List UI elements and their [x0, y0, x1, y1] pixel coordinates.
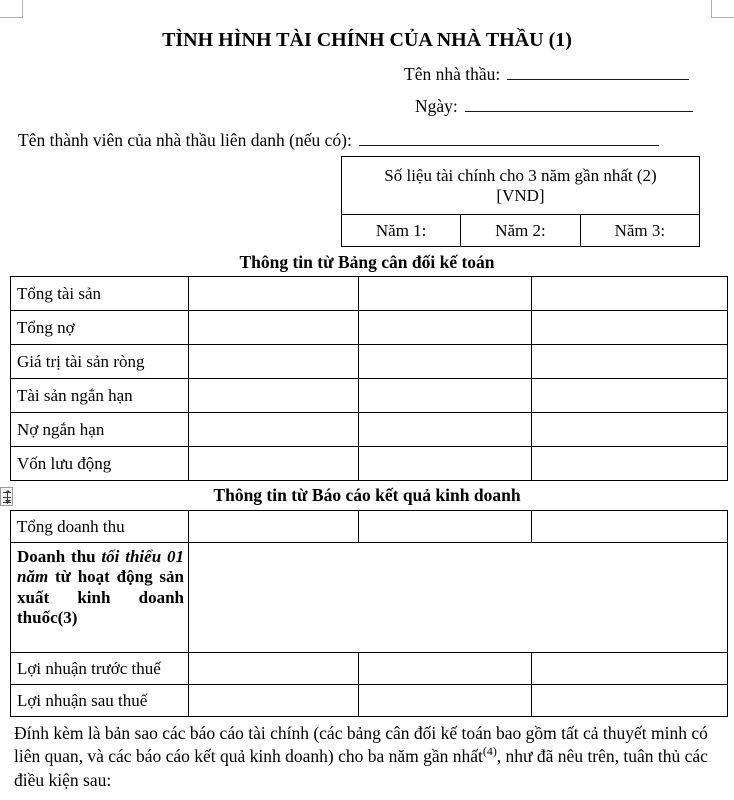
year-2-cell[interactable]: Năm 2: — [461, 215, 580, 247]
balance-row-year3-cell[interactable] — [532, 277, 728, 311]
balance-sheet-table — [10, 276, 728, 481]
year-1-cell[interactable]: Năm 1: — [342, 215, 461, 247]
year-header-title: Số liệu tài chính cho 3 năm gần nhất (2) — [384, 166, 657, 186]
table-row — [11, 511, 728, 543]
date-input[interactable] — [465, 96, 693, 112]
income-row-year1-cell[interactable] — [189, 511, 359, 543]
balance-row-year1-cell[interactable] — [189, 277, 359, 311]
min-revenue-row-label — [11, 543, 189, 653]
table-row — [11, 413, 728, 447]
year-3-cell[interactable]: Năm 3: — [580, 215, 699, 247]
balance-row-year1-cell[interactable] — [189, 447, 359, 481]
income-row-year3-cell[interactable] — [532, 685, 728, 717]
min-revenue-label-emphasis: tối thiểu 01 năm — [17, 547, 184, 587]
year-header-table — [341, 156, 700, 247]
bidder-name-label: Tên nhà thầu: — [404, 64, 501, 84]
balance-row-year1-cell[interactable] — [189, 345, 359, 379]
balance-row-year3-cell[interactable] — [532, 413, 728, 447]
table-row — [342, 157, 700, 215]
income-row-label: Lợi nhuận trước thuế — [11, 653, 189, 685]
balance-row-label: Tổng nợ — [11, 311, 189, 345]
bidder-name-field — [404, 64, 689, 85]
balance-row-label: Vốn lưu động — [11, 447, 189, 481]
income-row-label: Tổng doanh thu — [11, 511, 189, 543]
balance-row-year2-cell[interactable] — [359, 277, 532, 311]
closing-paragraph — [14, 722, 726, 792]
balance-row-label: Tổng tài sản — [11, 277, 189, 311]
balance-row-year3-cell[interactable] — [532, 447, 728, 481]
table-row — [11, 311, 728, 345]
income-row-year1-cell[interactable] — [189, 685, 359, 717]
balance-row-label: Tài sản ngắn hạn — [11, 379, 189, 413]
income-row-year1-cell[interactable] — [189, 653, 359, 685]
date-field — [415, 96, 693, 117]
min-revenue-label-part2: từ hoạt động sản xuất kinh doanh thuốc(3) — [17, 567, 184, 628]
balance-row-year3-cell[interactable] — [532, 379, 728, 413]
table-row — [342, 215, 700, 247]
table-row — [11, 277, 728, 311]
table-row — [11, 447, 728, 481]
closing-text-part2: , như đã nêu trên, tuân thủ các điều kiện sau: — [14, 746, 708, 790]
balance-row-year2-cell[interactable] — [359, 413, 532, 447]
income-row-year2-cell[interactable] — [359, 685, 532, 717]
balance-row-year1-cell[interactable] — [189, 311, 359, 345]
table-row — [11, 653, 728, 685]
balance-sheet-heading: Thông tin từ Bảng cân đối kế toán — [239, 252, 495, 272]
income-row-label: Lợi nhuận sau thuế — [11, 685, 189, 717]
balance-row-year2-cell[interactable] — [359, 311, 532, 345]
year-header-currency: [VND] — [496, 185, 545, 205]
income-row-year2-cell[interactable] — [359, 653, 532, 685]
page-corner-mark-top-left — [0, 0, 23, 18]
balance-row-year1-cell[interactable] — [189, 413, 359, 447]
partner-member-field — [18, 130, 659, 151]
min-revenue-merged-cell[interactable] — [189, 543, 728, 653]
table-row — [11, 345, 728, 379]
partner-member-input[interactable] — [359, 130, 659, 146]
page-corner-mark-top-right — [711, 0, 734, 18]
income-statement-table — [10, 510, 728, 717]
income-row-year3-cell[interactable] — [532, 511, 728, 543]
bidder-name-input[interactable] — [507, 64, 689, 80]
min-revenue-label-part1: Doanh thu — [17, 547, 102, 566]
page-title: TÌNH HÌNH TÀI CHÍNH CỦA NHÀ THẦU (1) — [162, 29, 572, 51]
balance-row-year3-cell[interactable] — [532, 311, 728, 345]
balance-row-year2-cell[interactable] — [359, 447, 532, 481]
closing-text-part1: Đính kèm là bản sao các báo cáo tài chính (các bảng cân đối kế toán bao gồm tất cả thuyết minh có liên quan, và các báo cáo kết quả kinh doanh) cho ba năm gần nhất — [14, 723, 708, 767]
balance-row-year2-cell[interactable] — [359, 345, 532, 379]
partner-member-label: Tên thành viên của nhà thầu liên danh (nếu có): — [18, 130, 352, 150]
table-row — [11, 685, 728, 717]
balance-row-label: Nợ ngắn hạn — [11, 413, 189, 447]
income-row-year3-cell[interactable] — [532, 653, 728, 685]
balance-row-label: Giá trị tài sản ròng — [11, 345, 189, 379]
date-label: Ngày: — [415, 96, 458, 116]
table-row — [11, 543, 728, 653]
closing-footnote-marker: (4) — [482, 744, 497, 759]
income-statement-heading: Thông tin từ Báo cáo kết quả kinh doanh — [213, 485, 521, 505]
balance-row-year1-cell[interactable] — [189, 379, 359, 413]
income-row-year2-cell[interactable] — [359, 511, 532, 543]
balance-row-year3-cell[interactable] — [532, 345, 728, 379]
year-header-title-cell — [342, 157, 700, 215]
table-row — [11, 379, 728, 413]
balance-row-year2-cell[interactable] — [359, 379, 532, 413]
